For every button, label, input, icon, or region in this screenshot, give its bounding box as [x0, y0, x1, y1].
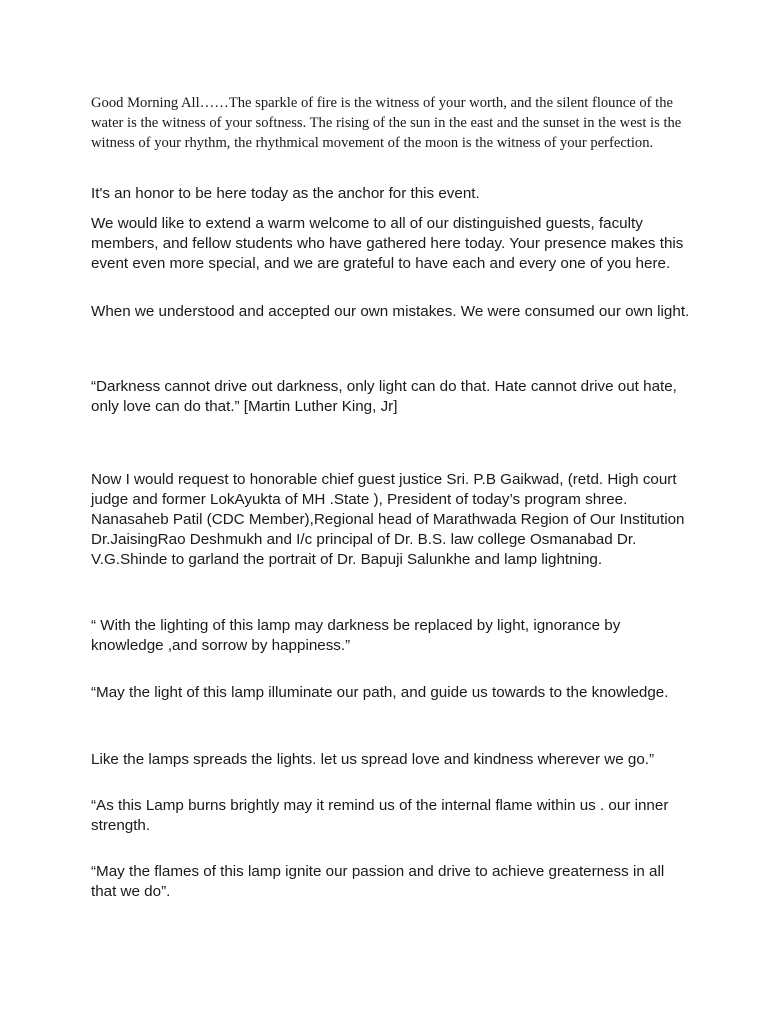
passion-quote: “May the flames of this lamp ignite our passion and drive to achieve greaterness in all that we do”. — [91, 863, 665, 900]
mistakes-paragraph: When we understood and accepted our own mistakes. We were consumed our own light. — [91, 303, 690, 320]
welcome-paragraph: We would like to extend a warm welcome to all of our distinguished guests, faculty members, and fellow students who have gathered here today. Your presence makes this event even more special, and we are grateful to have each and every one of you here. — [91, 215, 684, 272]
honor-paragraph: It's an honor to be here today as the anchor for this event. — [91, 185, 480, 202]
inner-flame-quote: “As this Lamp burns brightly may it remind us of the internal flame within us . our inner strength. — [91, 797, 669, 834]
spread-love-paragraph: Like the lamps spreads the lights. let us spread love and kindness wherever we go.” — [91, 751, 655, 768]
lamp-light-quote: “May the light of this lamp illuminate our path, and guide us towards to the knowledge. — [91, 684, 669, 701]
guest-request-paragraph: Now I would request to honorable chief guest justice Sri. P.B Gaikwad, (retd. High court judge and former LokAyukta of MH .State ), President of today’s program shree. Nanasaheb Patil (CDC Member),Regional head of Marathwada Region of Our Institution Dr.JaisingRao Deshmukh and I/c principal of Dr. B.S. law college Osmanabad Dr. V.G.Shinde to garland the portrait of Dr. Bapuji Salunkhe and lamp lightning. — [91, 471, 685, 568]
opening-paragraph: Good Morning All……The sparkle of fire is the witness of your worth, and the silent flounce of the water is the witness of your softness. The rising of the sun in the east and the sunset in the west is the witness of your rhythm, the rhythmical movement of the moon is the witness of your perfection. — [91, 95, 682, 151]
lamp-lighting-quote: “ With the lighting of this lamp may darkness be replaced by light, ignorance by knowledge ,and sorrow by happiness.” — [91, 617, 621, 654]
mlk-quote-paragraph: “Darkness cannot drive out darkness, only light can do that. Hate cannot drive out hate, only love can do that.” [Martin Luther King, Jr] — [91, 378, 677, 415]
